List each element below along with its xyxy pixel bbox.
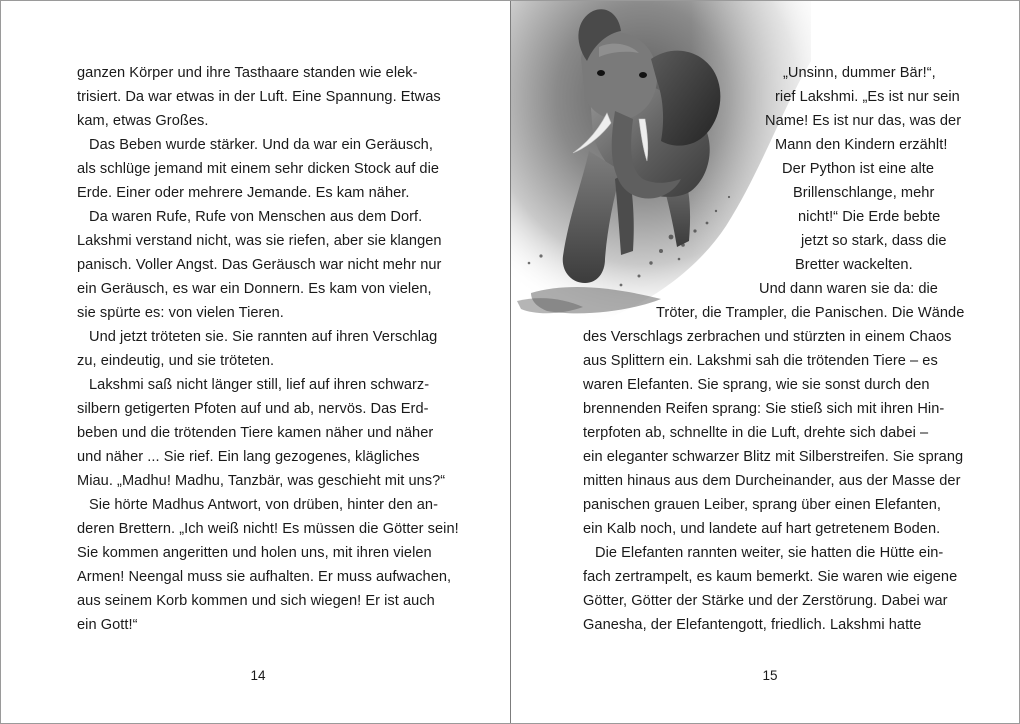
text-line: deren Brettern. „Ich weiß nicht! Es müssen die Götter sein! — [77, 521, 459, 537]
text-line: beben und die trötenden Tiere kamen näher und näher — [77, 425, 434, 441]
text-line: fach zertrampelt, es kaum bemerkt. Sie waren wie eigene — [583, 569, 958, 585]
text-line: waren Elefanten. Sie sprang, wie sie sonst durch den — [583, 377, 930, 393]
text-line: ein Kalb noch, und landete auf hart getretenem Boden. — [583, 521, 941, 537]
text-line: kam, etwas Großes. — [77, 113, 209, 129]
text-line: silbern getigerten Pfoten auf und ab, nervös. Das Erd- — [77, 401, 429, 417]
text-line: mitten hinaus aus dem Durcheinander, aus der Masse der — [583, 473, 961, 489]
text-line: ein Geräusch, es war ein Donnern. Es kam von vielen, — [77, 281, 432, 297]
left-page — [1, 1, 510, 723]
text-line: Götter, Götter der Stärke und der Zerstörung. Dabei war — [583, 593, 948, 609]
text-line: Tröter, die Trampler, die Panischen. Die Wände — [656, 305, 965, 321]
text-line: panischen grauen Leiber, sprang über einen Elefanten, — [583, 497, 942, 513]
text-line: Der Python ist eine alte — [782, 161, 935, 177]
text-line: und näher ... Sie rief. Ein lang gezogenes, klägliches — [77, 449, 420, 465]
text-line: Und dann waren sie da: die — [759, 281, 938, 297]
page-number: 14 — [250, 668, 266, 683]
text-line: des Verschlags zerbrachen und stürzten in einem Chaos — [583, 329, 952, 345]
text-line: Sie kommen angeritten und holen uns, mit ihren vielen — [77, 545, 432, 561]
text-line: brennenden Reifen sprang: Sie stieß sich mit ihren Hin- — [583, 401, 945, 417]
text-line: panisch. Voller Angst. Das Geräusch war nicht mehr nur — [77, 257, 442, 273]
text-line: Mann den Kindern erzählt! — [775, 137, 948, 153]
text-line: Brillenschlange, mehr — [793, 185, 935, 201]
text-line: aus seinem Korb kommen und sich wiegen! Er ist auch — [77, 593, 435, 609]
text-line: rief Lakshmi. „Es ist nur sein — [775, 89, 960, 105]
text-line: Lakshmi verstand nicht, was sie riefen, aber sie klangen — [77, 233, 442, 249]
text-line: Das Beben wurde stärker. Und da war ein Geräusch, — [89, 137, 433, 153]
text-line: ganzen Körper und ihre Tasthaare standen wie elek- — [77, 65, 418, 81]
text-line: jetzt so stark, dass die — [801, 233, 947, 249]
text-line: terpfoten ab, schnellte in die Luft, drehte sich dabei – — [583, 425, 929, 441]
text-line: Bretter wackelten. — [795, 257, 913, 273]
text-line: „Unsinn, dummer Bär!“, — [783, 65, 936, 81]
text-line: ein Gott!“ — [77, 617, 138, 633]
text-line: Miau. „Madhu! Madhu, Tanzbär, was geschieht mit uns?“ — [77, 473, 446, 489]
page-number: 15 — [762, 668, 778, 683]
text-line: ein eleganter schwarzer Blitz mit Silberstreifen. Sie sprang — [583, 449, 964, 465]
text-line: aus Splittern ein. Lakshmi sah die trötenden Tiere – es — [583, 353, 938, 369]
text-line: Und jetzt tröteten sie. Sie rannten auf ihren Verschlag — [89, 329, 438, 345]
right-page — [511, 1, 1019, 723]
text-line: nicht!“ Die Erde bebte — [798, 209, 941, 225]
text-line: Die Elefanten rannten weiter, sie hatten die Hütte ein- — [595, 545, 944, 561]
text-line: Lakshmi saß nicht länger still, lief auf ihren schwarz- — [89, 377, 430, 393]
text-line: Ganesha, der Elefantengott, friedlich. Lakshmi hatte — [583, 617, 922, 633]
text-line: Erde. Einer oder mehrere Jemande. Es kam näher. — [77, 185, 410, 201]
text-line: Da waren Rufe, Rufe von Menschen aus dem Dorf. — [89, 209, 423, 225]
text-line: als schlüge jemand mit einem sehr dicken Stock auf die — [77, 161, 440, 177]
text-line: Name! Es ist nur das, was der — [765, 113, 962, 129]
text-line: sie spürte es: von vielen Tieren. — [77, 305, 284, 321]
text-line: trisiert. Da war etwas in der Luft. Eine Spannung. Etwas — [77, 89, 441, 105]
text-line: Armen! Neengal muss sie aufhalten. Er muss aufwachen, — [77, 569, 452, 585]
text-line: Sie hörte Madhus Antwort, von drüben, hinter den an- — [89, 497, 439, 513]
text-line: zu, eindeutig, und sie tröteten. — [77, 353, 275, 369]
